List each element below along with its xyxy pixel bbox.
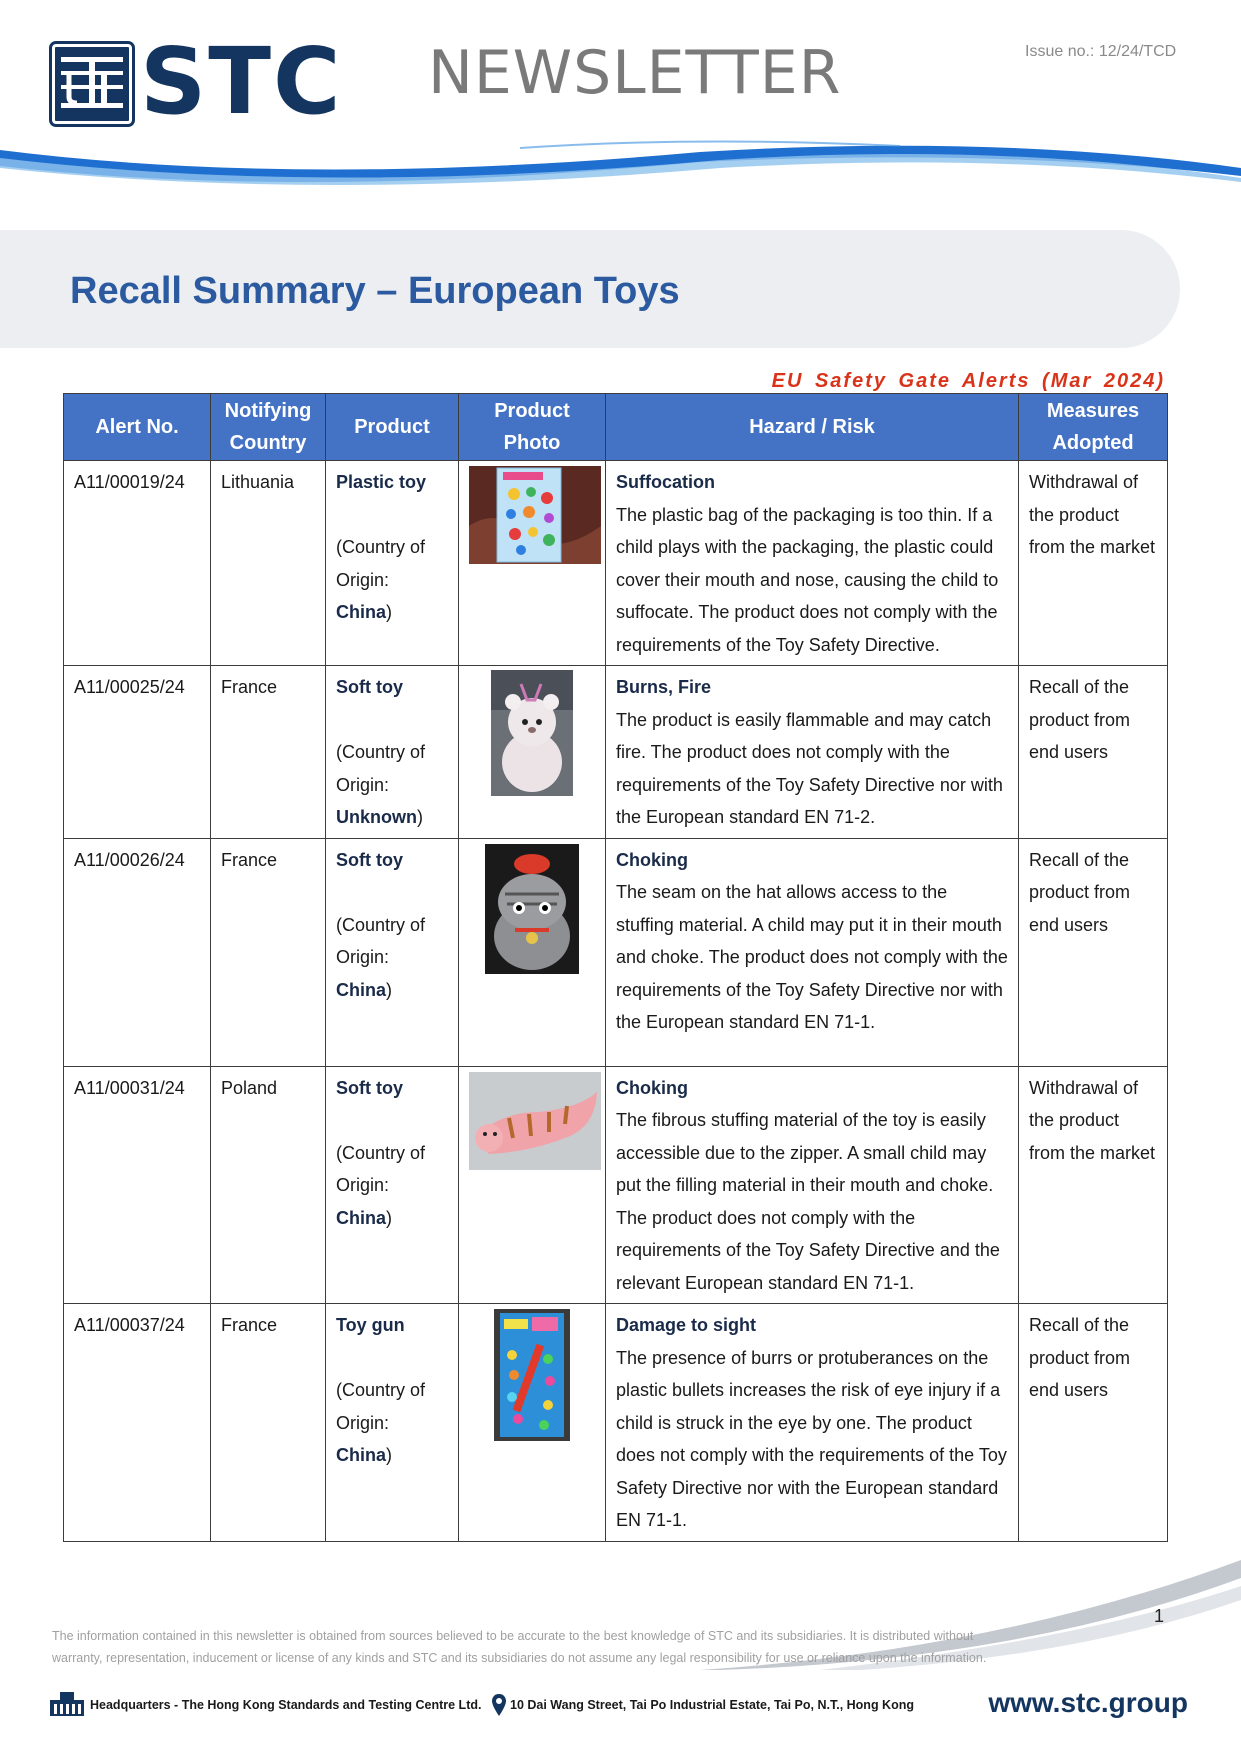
alert-number: A11/00026/24: [64, 838, 211, 1066]
table-row: [64, 1304, 1168, 1542]
hazard-cell: [606, 1066, 1019, 1304]
origin-prefix: (Country of Origin:: [336, 914, 426, 967]
photo-cell: [459, 838, 606, 1066]
product-cell: [326, 666, 459, 839]
alert-number: A11/00019/24: [64, 461, 211, 666]
hazard-title: Damage to sight: [616, 1315, 757, 1335]
notifying-country: France: [211, 838, 326, 1066]
photo-cell: [459, 1304, 606, 1542]
page-title: Recall Summary – European Toys: [70, 270, 680, 312]
header-product: Product: [326, 394, 459, 461]
hazard-description: The fibrous stuffing material of the toy is easily accessible due to the zipper. A small child may put the filling material in their mouth and choke. The product does not comply with the requirements of the Toy Safety Directive and the relevant European standard EN 71-1.: [616, 1110, 1000, 1293]
soft-toy-tiger-photo: [469, 1072, 601, 1181]
stc-logo-text: STC: [140, 28, 343, 135]
headquarters-text: Headquarters - The Hong Kong Standards and Testing Centre Ltd.: [90, 1698, 482, 1712]
origin-prefix: (Country of Origin:: [336, 742, 426, 795]
issue-number: Issue no.: 12/24/TCD: [1025, 43, 1177, 60]
recall-table: [63, 393, 1168, 1542]
hazard-title: Choking: [616, 1077, 688, 1098]
header-notifying-country: Notifying Country: [211, 394, 326, 461]
hazard-title: Suffocation: [616, 472, 715, 492]
header-measures-adopted: Measures Adopted: [1019, 394, 1168, 461]
hazard-cell: [606, 666, 1019, 839]
hazard-cell: [606, 838, 1019, 1066]
address-text: 10 Dai Wang Street, Tai Po Industrial Estate, Tai Po, N.T., Hong Kong: [510, 1698, 914, 1712]
product-name: Plastic toy: [336, 472, 427, 492]
origin-country: Unknown: [336, 807, 417, 827]
hazard-title: Choking: [616, 849, 688, 870]
notifying-country: Poland: [211, 1066, 326, 1304]
stc-logo-mark: [52, 44, 132, 124]
origin-country: China: [336, 1445, 387, 1465]
header-hazard-risk: Hazard / Risk: [606, 394, 1019, 461]
origin-country: China: [336, 602, 387, 622]
hazard-description: The seam on the hat allows access to the stuffing material. A child may put it in their mouth and choke. The product does not comply with the requirements of the Toy Safety Directive nor with the European standard EN 71-1.: [616, 882, 1008, 1032]
table-row: [64, 1066, 1168, 1304]
toy-gun-photo: [494, 1309, 570, 1452]
page-number: 1: [1154, 1606, 1165, 1626]
origin-country: China: [336, 1207, 387, 1228]
notifying-country: Lithuania: [211, 461, 326, 666]
origin-suffix: ): [386, 1207, 393, 1228]
notifying-country: France: [211, 666, 326, 839]
product-name: Toy gun: [336, 1315, 405, 1335]
newsletter-heading: NEWSLETTER: [428, 38, 842, 108]
alert-number: A11/00031/24: [64, 1066, 211, 1304]
table-header-row: [64, 394, 1168, 461]
product-cell: [326, 1066, 459, 1304]
product-name: Soft toy: [336, 677, 403, 697]
photo-cell: [459, 1066, 606, 1304]
notifying-country: France: [211, 1304, 326, 1542]
hazard-cell: [606, 1304, 1019, 1542]
table-row: [64, 461, 1168, 666]
origin-prefix: (Country of Origin:: [336, 1142, 426, 1195]
origin-suffix: ): [417, 807, 423, 827]
product-name: Soft toy: [336, 1077, 403, 1098]
origin-suffix: ): [386, 1445, 393, 1465]
soft-toy-cat-photo: [485, 844, 579, 985]
hazard-title: Burns, Fire: [616, 677, 712, 697]
measure-adopted: Recall of the product from end users: [1019, 666, 1168, 839]
origin-prefix: (Country of Origin:: [336, 537, 426, 590]
footer-bar: [48, 1687, 1188, 1720]
product-cell: [326, 1304, 459, 1542]
measure-adopted: Recall of the product from end users: [1019, 1304, 1168, 1542]
measure-adopted: Recall of the product from end users: [1019, 838, 1168, 1066]
table-row: [64, 666, 1168, 839]
origin-suffix: ): [386, 979, 393, 1000]
product-cell: [326, 461, 459, 666]
hazard-cell: [606, 461, 1019, 666]
table-row: [64, 838, 1168, 1066]
hazard-description: The presence of burrs or protuberances on the plastic bullets increases the risk of eye injury if a child is struck in the eye by one. The product does not comply with the requirements of the Toy Safety Directive nor with the European standard EN 71-1.: [616, 1347, 1007, 1530]
photo-cell: [459, 666, 606, 839]
header-alert-no: Alert No.: [64, 394, 211, 461]
disclaimer-text: The information contained in this newsletter is obtained from sources believed to be accurate to the best knowledge of STC and its subsidiaries. It is distributed without warranty, representation, inducement or license of any kinds and STC and its subsidiaries do not assume any legal responsibility for use or reliance upon the information.: [52, 1629, 987, 1665]
product-name: Soft toy: [336, 849, 403, 870]
origin-prefix: (Country of Origin:: [336, 1380, 426, 1433]
safety-gate-subtitle: EU Safety Gate Alerts (Mar 2024): [771, 370, 1165, 392]
soft-toy-bear-photo: [491, 670, 573, 807]
origin-suffix: ): [386, 602, 393, 622]
hazard-description: The product is easily flammable and may catch fire. The product does not comply with the requirements of the Toy Safety Directive nor with the European standard EN 71-2.: [616, 709, 1003, 827]
location-pin-icon: [492, 1694, 506, 1716]
origin-country: China: [336, 979, 387, 1000]
measure-adopted: Withdrawal of the product from the market: [1019, 1066, 1168, 1304]
hazard-description: The plastic bag of the packaging is too thin. If a child plays with the packaging, the plastic could cover their mouth and nose, causing the child to suffocate. The product does not comply with the requirements of the Toy Safety Directive.: [616, 504, 999, 655]
website-link[interactable]: www.stc.group: [988, 1687, 1188, 1718]
photo-cell: [459, 461, 606, 666]
alert-number: A11/00037/24: [64, 1304, 211, 1542]
header-product-photo: Product Photo: [459, 394, 606, 461]
stc-logo: [52, 28, 352, 135]
alert-number: A11/00025/24: [64, 666, 211, 839]
plastic-toy-photo: [469, 466, 601, 575]
product-cell: [326, 838, 459, 1066]
header-swoosh: [0, 138, 1241, 198]
address-group: [492, 1690, 912, 1720]
measure-adopted: Withdrawal of the product from the market: [1019, 461, 1168, 666]
